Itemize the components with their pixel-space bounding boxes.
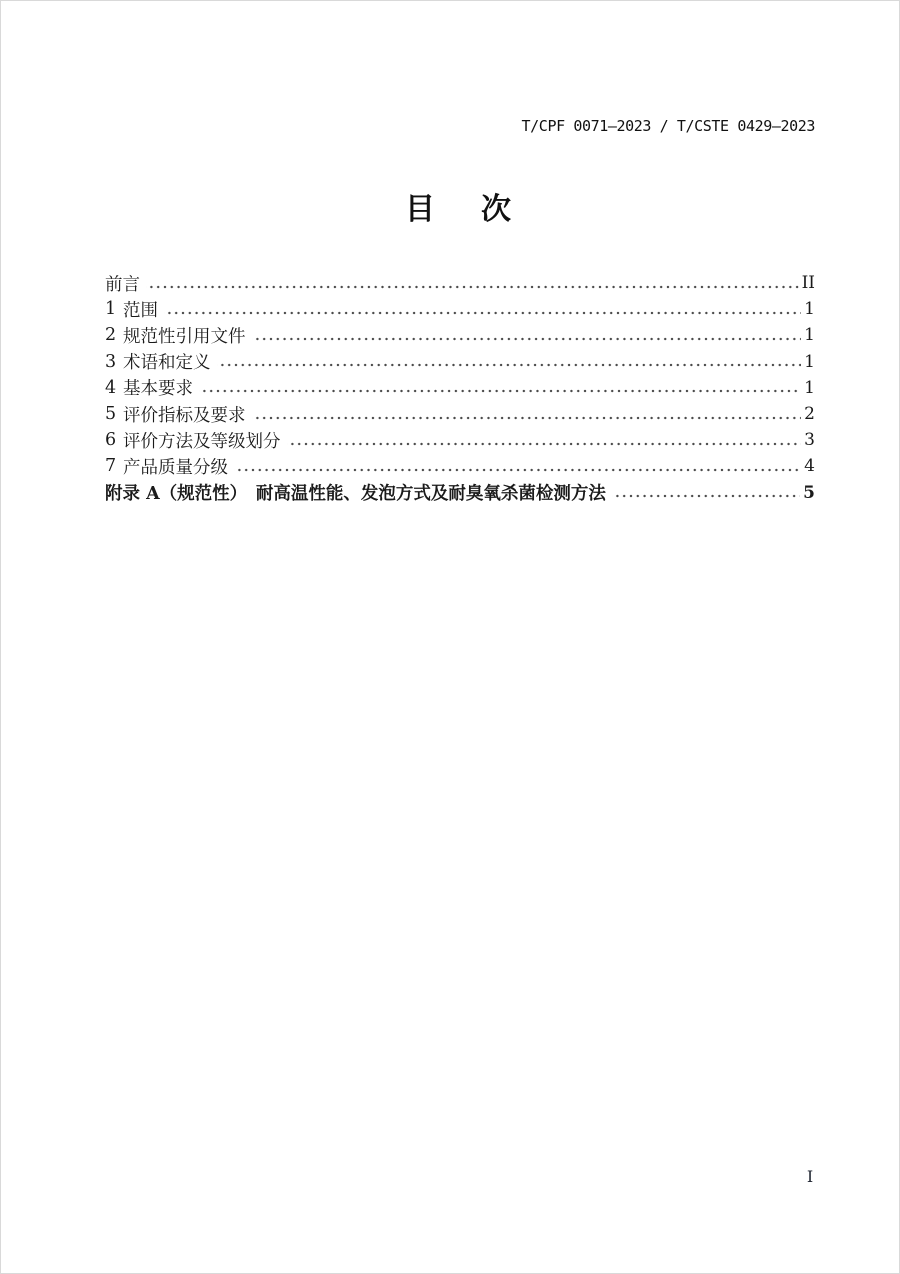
toc-entry — [105, 322, 815, 348]
dot-leader — [217, 363, 802, 367]
toc-entry — [105, 375, 815, 401]
dot-leader — [252, 416, 802, 420]
toc-entry-number: 3 — [105, 351, 117, 372]
toc-entry-page: 1 — [804, 377, 815, 398]
dot-leader — [287, 442, 802, 446]
toc-entry — [105, 401, 815, 427]
toc-entry-number: 2 — [105, 325, 117, 346]
toc-entry-title: 评价指标及要求 — [123, 405, 246, 426]
toc-entry-title: 范围 — [123, 300, 158, 321]
standard-reference: T/CPF 0071—2023 / T/CSTE 0429—2023 — [521, 117, 815, 135]
toc-entry-title: 产品质量分级 — [123, 457, 228, 478]
dot-leader — [234, 468, 801, 472]
toc-entry-page: 1 — [804, 299, 815, 320]
toc-entry — [105, 427, 815, 453]
dot-leader — [146, 285, 799, 289]
page-title-char: 次 — [481, 192, 511, 227]
toc-entry — [105, 270, 815, 296]
toc-entry — [105, 480, 815, 506]
toc-entry — [105, 296, 815, 322]
toc-entry-page: 2 — [804, 404, 815, 425]
toc-entry-page: 3 — [804, 430, 815, 451]
toc-entry-number: 1 — [105, 299, 117, 320]
toc-entry-title: 附录 A（规范性） 耐高温性能、发泡方式及耐臭氧杀菌检测方法 — [105, 484, 606, 505]
dot-leader — [164, 311, 801, 315]
dot-leader — [252, 337, 802, 341]
toc-entry-number: 4 — [105, 377, 117, 398]
toc-entry-page: 5 — [803, 482, 815, 503]
toc-entry-title: 前言 — [105, 274, 140, 295]
toc-entry-page: 1 — [804, 351, 815, 372]
toc-entry-title: 基本要求 — [123, 379, 193, 400]
toc-entry-title: 规范性引用文件 — [123, 326, 246, 347]
toc-entry-page: 1 — [804, 325, 815, 346]
toc-entry-title: 术语和定义 — [123, 353, 211, 374]
toc-entry-number: 6 — [105, 430, 117, 451]
toc-entry — [105, 453, 815, 479]
page-title-char: 目 — [405, 192, 435, 227]
toc-entry-page: II — [801, 273, 815, 294]
toc-entry — [105, 349, 815, 375]
table-of-contents — [105, 270, 815, 506]
page-number: I — [806, 1167, 814, 1186]
toc-entry-number: 5 — [105, 404, 117, 425]
dot-leader — [612, 494, 800, 498]
toc-entry-number: 7 — [105, 456, 117, 477]
toc-entry-title: 评价方法及等级划分 — [123, 431, 281, 452]
dot-leader — [199, 389, 801, 393]
toc-entry-page: 4 — [804, 456, 815, 477]
page-title — [0, 194, 900, 226]
